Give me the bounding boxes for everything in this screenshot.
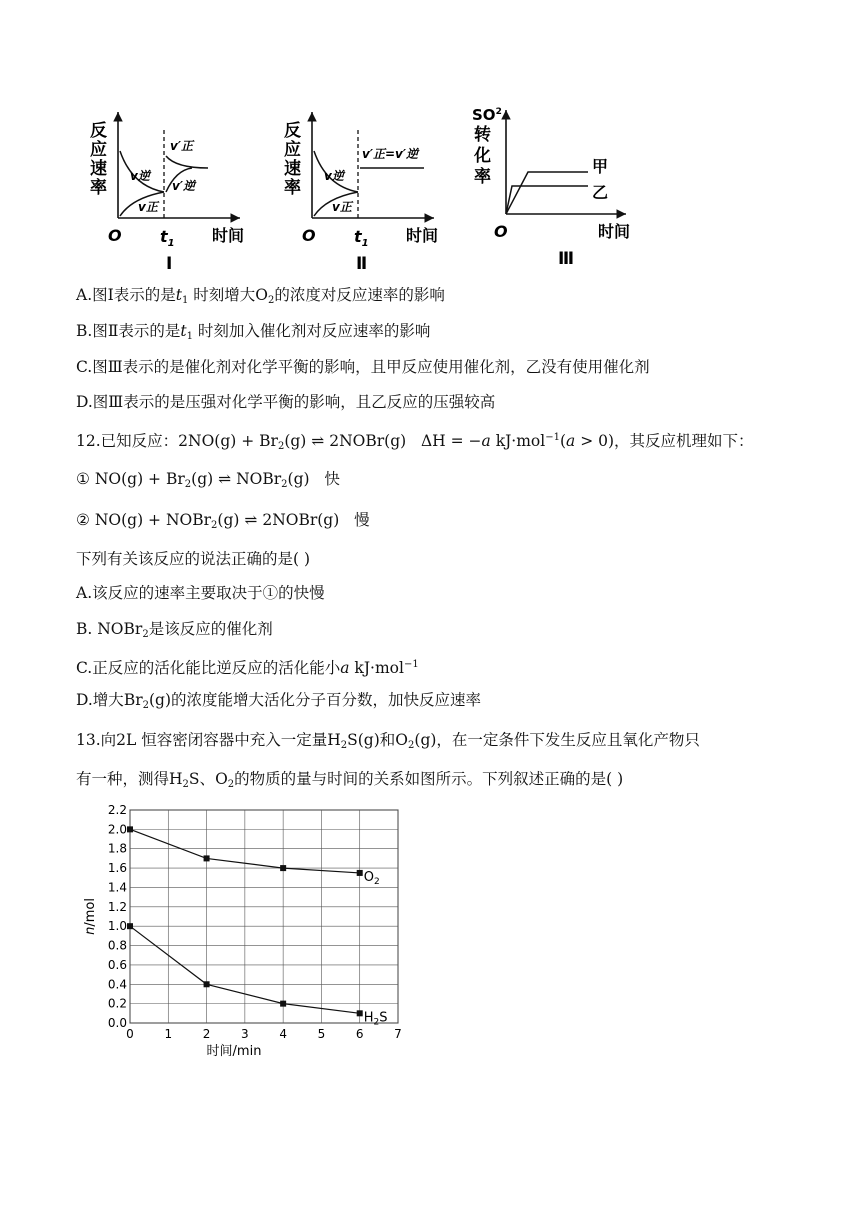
- q11-option-d: D.图Ⅲ表示的是压强对化学平衡的影响，且乙反应的压强较高: [76, 393, 496, 411]
- y-tick-label: 0.8: [107, 938, 127, 953]
- y-tick-labels: [108, 803, 127, 1030]
- y-tick-label: 0.4: [107, 977, 127, 992]
- fig1-xlabel: 时间: [212, 226, 245, 245]
- fig2-t1: $t_1$: [354, 227, 369, 249]
- y-axis-label: n/mol: [83, 898, 98, 935]
- x-tick-label: 1: [164, 1027, 173, 1041]
- fig3-ylabel-2: 化: [474, 146, 491, 166]
- fig1-roman: Ⅰ: [166, 254, 173, 274]
- data-point-O2: [357, 870, 363, 876]
- data-point-H2S: [357, 1010, 363, 1016]
- fig1-v-rev-prime-label: v′逆: [172, 179, 195, 193]
- fig1-v-fwd-prime-label: v′正: [170, 139, 193, 153]
- x-tick-labels: [126, 1027, 402, 1041]
- data-point-O2: [280, 865, 286, 871]
- y-tick-label: 2.0: [107, 822, 127, 837]
- y-tick-label: 1.6: [107, 861, 127, 876]
- x-tick-label: 5: [317, 1027, 326, 1041]
- fig1-ylabel-4: 率: [90, 178, 107, 198]
- data-point-O2: [127, 826, 133, 832]
- y-tick-label: 0.6: [107, 957, 127, 972]
- q12-mechanism-1: ① $NO(g) + Br_2(g)$ ⇌ NOBr$_2$(g) 快: [76, 470, 340, 490]
- fig2-v-rev-label: v逆: [324, 169, 344, 183]
- q12-option-b: B. NOBr$_2$是该反应的催化剂: [76, 620, 273, 640]
- fig3-roman: Ⅲ: [558, 249, 575, 269]
- x-tick-label: 6: [355, 1027, 364, 1041]
- fig2-xlabel: 时间: [406, 226, 439, 245]
- fig2-ylabel-1: 反: [284, 121, 301, 141]
- q13-stem-line-1: 13.向2L 恒容密闭容器中充入一定量$H_2S(g)$和$O_2(g)$，在一定条件下发生反应且氧化产物只: [76, 731, 700, 751]
- x-tick-label: 7: [394, 1027, 402, 1041]
- fig2-equal-label: v′正=v′逆: [362, 147, 419, 161]
- q12-option-a: A.该反应的速率主要取决于①的快慢: [76, 584, 325, 602]
- fig1-t1: $t_1$: [160, 227, 175, 249]
- plot-frame: [130, 810, 398, 1023]
- q12-question: 下列有关该反应的说法正确的是( ): [76, 550, 311, 568]
- chart-series: [127, 826, 387, 1027]
- x-tick-label: 4: [279, 1027, 287, 1041]
- data-point-H2S: [127, 923, 133, 929]
- series-label-O2: $O_2$: [363, 869, 380, 887]
- series-label-H2S: $H_2S$: [363, 1010, 388, 1028]
- q12-mechanism-2: ② NO(g) + NOBr$_2$(g) ⇌ 2NOBr(g) 慢: [76, 511, 370, 531]
- fig3-ylabel-1: 转: [474, 125, 491, 145]
- fig2-ylabel-4: 率: [284, 178, 301, 198]
- figure-2: [274, 106, 454, 278]
- y-tick-label: 0.2: [107, 996, 127, 1011]
- fig3-ylabel-3: 率: [474, 167, 491, 187]
- fig2-v-fwd-label: v正: [332, 200, 352, 214]
- x-tick-label: 2: [202, 1027, 211, 1041]
- fig1-ylabel-1: 反: [90, 121, 107, 141]
- q11-option-a: A.图Ⅰ表示的是$t_1$ 时刻增大$O_2$的浓度对反应速率的影响: [76, 286, 445, 306]
- figure-1: [80, 106, 260, 278]
- y-tick-label: 1.4: [107, 880, 127, 895]
- x-tick-label: 3: [241, 1027, 249, 1041]
- fig2-ylabel-2: 应: [284, 140, 301, 160]
- y-tick-label: 1.0: [107, 919, 127, 934]
- fig3-ylabel-so2: $SO^2$: [472, 106, 502, 124]
- chart-grid: [130, 810, 398, 1023]
- x-axis-label: 时间/min: [206, 1044, 262, 1059]
- q11-option-b: B.图Ⅱ表示的是$t_1$ 时刻加入催化剂对反应速率的影响: [76, 322, 431, 342]
- fig1-origin: O: [108, 226, 122, 245]
- q13-stem-line-2: 有一种，测得$H_2S$、$O_2$的物质的量与时间的关系如图所示。下列叙述正确的是( ): [76, 770, 624, 790]
- q12-stem: 12.已知反应：$2NO(g) + Br_2(g)$ ⇌ 2NOBr(g) ΔH = −a kJ·mol$^{-1}$(a > 0)，其反应机理如下：: [76, 432, 754, 452]
- data-point-H2S: [204, 981, 210, 987]
- q11-option-c: C.图Ⅲ表示的是催化剂对化学平衡的影响，且甲反应使用催化剂，乙没有使用催化剂: [76, 358, 650, 376]
- fig1-ylabel-2: 应: [90, 140, 107, 160]
- fig3-xlabel: 时间: [598, 222, 631, 241]
- figure-3: [466, 96, 646, 272]
- q12-option-c: C.正反应的活化能比逆反应的活化能小a kJ·mol$^{-1}$: [76, 659, 419, 677]
- data-point-O2: [204, 855, 210, 861]
- y-tick-label: 0.0: [107, 1016, 127, 1030]
- y-tick-label: 1.8: [107, 841, 127, 856]
- fig3-jia-label: 甲: [592, 157, 609, 176]
- fig1-v-fwd-prime-curve: [166, 156, 208, 168]
- fig3-yi-label: 乙: [592, 183, 609, 202]
- y-tick-label: 1.2: [107, 899, 127, 914]
- fig2-roman: Ⅱ: [356, 254, 368, 274]
- x-tick-label: 0: [126, 1027, 134, 1041]
- fig1-v-rev-label: v逆: [130, 169, 150, 183]
- data-point-H2S: [280, 1001, 286, 1007]
- fig2-origin: O: [302, 226, 316, 245]
- q12-option-d: D.增大$Br_2(g)$的浓度能增大活化分子百分数，加快反应速率: [76, 691, 482, 711]
- fig1-v-fwd-label: v正: [138, 200, 158, 214]
- fig2-ylabel-3: 速: [284, 159, 301, 179]
- fig3-jia-curve: [506, 172, 588, 214]
- amount-time-chart: [70, 800, 420, 1070]
- fig1-ylabel-3: 速: [90, 159, 107, 179]
- fig3-origin: O: [494, 222, 508, 241]
- y-tick-label: 2.2: [107, 803, 127, 817]
